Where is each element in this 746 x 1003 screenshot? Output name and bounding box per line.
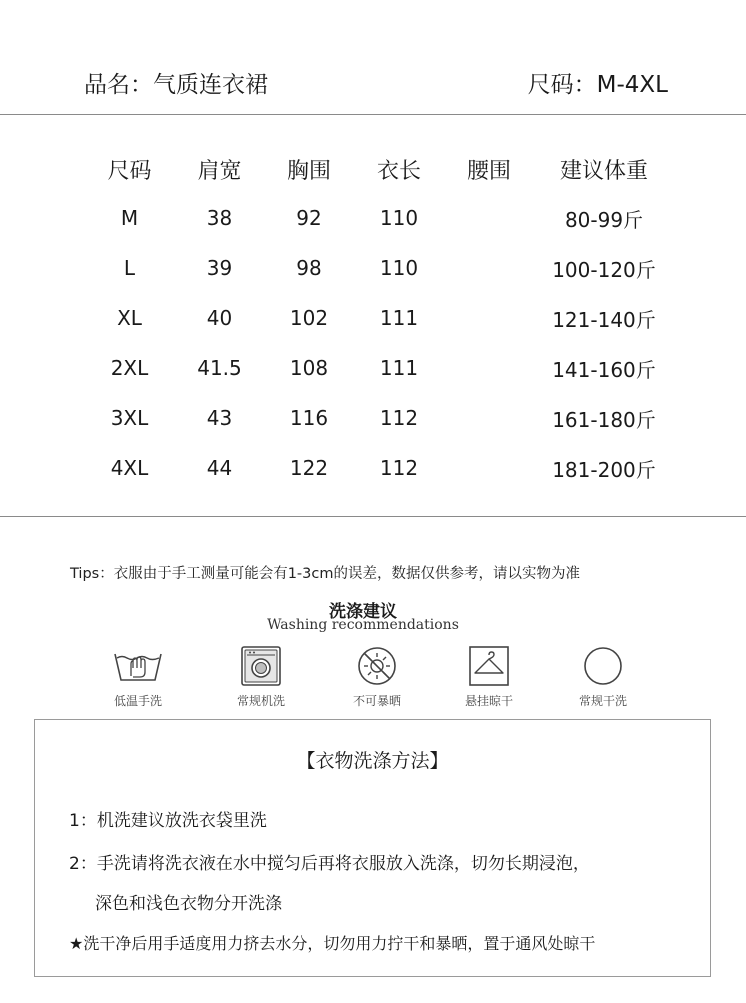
table-row	[84, 443, 674, 493]
cell-chest: 98	[296, 256, 322, 280]
method-line: 1：机洗建议放洗衣袋里洗	[69, 811, 267, 831]
cell-length: 112	[379, 456, 419, 480]
washing-title: 洗涤建议	[329, 602, 397, 622]
product-name: 品名：气质连衣裙	[84, 72, 268, 98]
cell-shoulder: 40	[206, 306, 233, 330]
method-line: 深色和浅色衣物分开洗涤	[95, 894, 282, 914]
hang-dry-icon	[462, 646, 516, 686]
tumble-dry-icon	[576, 646, 630, 686]
cell-weight: 100-120斤	[552, 257, 656, 282]
machine-wash-label: 常规机洗	[236, 694, 285, 708]
cell-chest: 116	[289, 406, 329, 430]
tumble-dry-label: 常规干洗	[578, 694, 627, 708]
table-row	[84, 393, 674, 443]
cell-length: 110	[379, 256, 419, 280]
cell-weight: 141-160斤	[552, 357, 656, 382]
cell-size: M	[120, 206, 139, 230]
column-header-waist: 腰围	[466, 158, 511, 184]
tips-text: Tips：衣服由于手工测量可能会有1-3cm的误差，数据仅供参考，请以实物为准	[70, 566, 580, 582]
method-title: 【衣物洗涤方法】	[296, 750, 449, 772]
cell-length: 112	[379, 406, 419, 430]
tumble-dry-item	[553, 646, 653, 709]
hand-wash-icon	[111, 646, 165, 686]
header	[0, 66, 746, 106]
cell-waist	[444, 243, 534, 293]
table-row	[84, 243, 674, 293]
no-sun-label: 不可暴晒	[352, 694, 401, 708]
no-sun-item	[327, 646, 427, 709]
column-header-shoulder: 肩宽	[197, 158, 242, 184]
column-header-length: 衣长	[376, 158, 421, 184]
cell-weight: 80-99斤	[564, 207, 644, 232]
bottom-divider	[0, 516, 746, 517]
table-row	[84, 343, 674, 393]
hang-dry-item	[439, 646, 539, 709]
cell-length: 111	[379, 306, 419, 330]
cell-shoulder: 39	[206, 256, 233, 280]
machine-wash-item	[211, 646, 311, 709]
top-divider	[0, 114, 746, 115]
hand-wash-item	[88, 646, 188, 709]
cell-chest: 102	[289, 306, 329, 330]
size-range: 尺码：M-4XL	[527, 72, 668, 98]
column-header-chest: 胸围	[286, 158, 331, 184]
table-row	[84, 293, 674, 343]
column-header-size: 尺码	[107, 158, 152, 184]
table-header-row	[84, 145, 674, 193]
cell-size: L	[123, 256, 136, 280]
cell-shoulder: 38	[206, 206, 233, 230]
size-table	[84, 145, 674, 493]
table-row	[84, 193, 674, 243]
machine-wash-icon	[234, 646, 288, 686]
washing-method-box	[34, 719, 711, 977]
cell-chest: 122	[289, 456, 329, 480]
cell-weight: 121-140斤	[552, 307, 656, 332]
cell-length: 110	[379, 206, 419, 230]
cell-waist	[444, 393, 534, 443]
hand-wash-label: 低温手洗	[113, 694, 162, 708]
method-line: 2：手洗请将洗衣液在水中搅匀后再将衣服放入洗涤，切勿长期浸泡，	[69, 854, 590, 874]
cell-weight: 161-180斤	[552, 407, 656, 432]
cell-shoulder: 43	[206, 406, 233, 430]
cell-chest: 92	[296, 206, 322, 230]
cell-waist	[444, 443, 534, 493]
cell-size: 4XL	[110, 456, 149, 480]
cell-chest: 108	[289, 356, 329, 380]
cell-shoulder: 44	[206, 456, 233, 480]
hang-dry-label: 悬挂晾干	[464, 694, 513, 708]
cell-waist	[444, 293, 534, 343]
washing-subtitle: Washing recommendations	[267, 617, 459, 633]
cell-waist	[444, 343, 534, 393]
cell-weight: 181-200斤	[552, 457, 656, 482]
cell-size: XL	[117, 306, 142, 330]
cell-length: 111	[379, 356, 419, 380]
cell-shoulder: 41.5	[197, 356, 242, 380]
cell-size: 3XL	[110, 406, 149, 430]
method-line: ★洗干净后用手适度用力挤去水分，切勿用力拧干和暴晒，置于通风处晾干	[69, 934, 596, 953]
column-header-weight: 建议体重	[559, 158, 648, 184]
cell-waist	[444, 193, 534, 243]
cell-size: 2XL	[110, 356, 149, 380]
no-sun-icon	[350, 646, 404, 686]
